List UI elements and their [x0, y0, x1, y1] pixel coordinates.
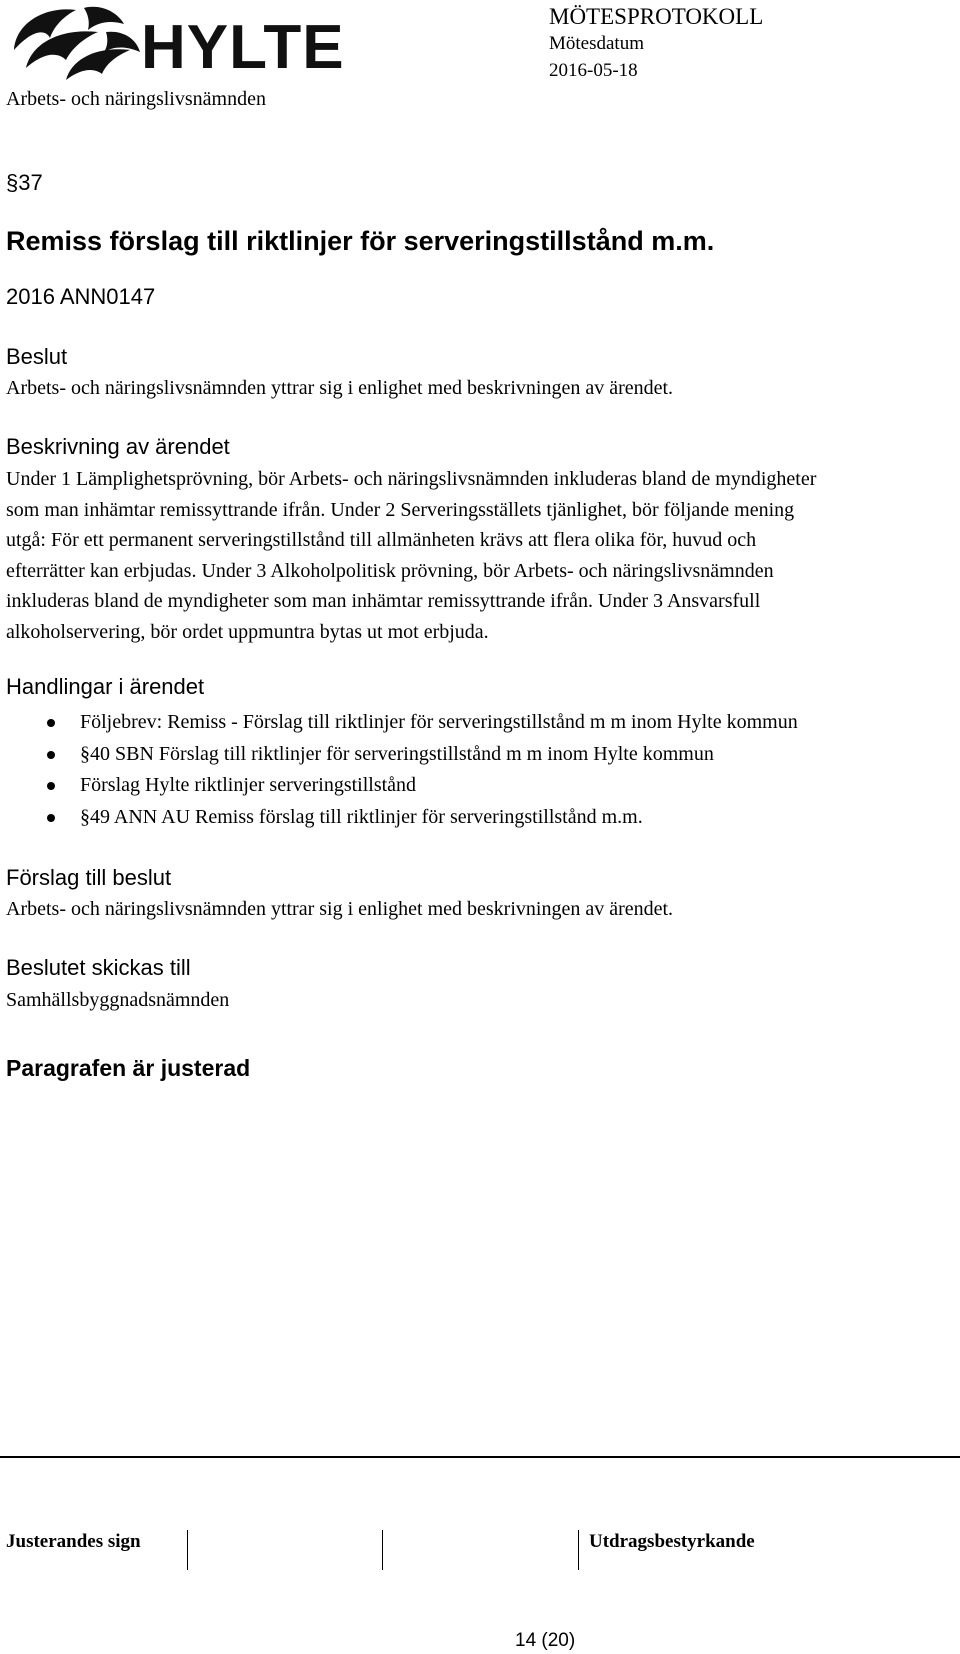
- list-item-text: Följebrev: Remiss - Förslag till riktlinjer för serveringstillstånd m m inom Hylte kommun: [80, 711, 798, 733]
- list-item: [0, 739, 798, 771]
- footer-divider: [0, 1456, 960, 1458]
- page-number: 14 (20): [515, 1630, 576, 1651]
- logo-wordmark: HYLTE: [141, 13, 345, 82]
- documents-list: [0, 707, 798, 833]
- description-line: utgå: För ett permanent serveringstillstånd till allmänheten krävs att flera olika för, huvud och: [6, 529, 757, 551]
- description-line: Under 1 Lämplighetsprövning, bör Arbets- och näringslivsnämnden inkluderas bland de myndigheter: [6, 468, 817, 490]
- sent-to-text: Samhällsbyggnadsnämnden: [6, 989, 230, 1011]
- bullet-icon: [47, 782, 55, 790]
- decision-text: Arbets- och näringslivsnämnden yttrar sig i enlighet med beskrivningen av ärendet.: [6, 377, 674, 399]
- list-item-text: §49 ANN AU Remiss förslag till riktlinjer för serveringstillstånd m.m.: [80, 805, 643, 828]
- description-line: som man inhämtar remissyttrande ifrån. Under 2 Serveringsställets tjänlighet, bör följande mening: [6, 498, 795, 521]
- proposal-text: Arbets- och näringslivsnämnden yttrar sig i enlighet med beskrivningen av ärendet.: [6, 898, 674, 920]
- certification-label: Utdragsbestyrkande: [589, 1531, 755, 1552]
- list-item-text: §40 SBN Förslag till riktlinjer för serveringstillstånd m m inom Hylte kommun: [80, 742, 714, 765]
- document-type: MÖTESPROTOKOLL: [549, 4, 764, 29]
- list-item: [0, 707, 798, 739]
- documents-heading: Handlingar i ärendet: [6, 674, 205, 699]
- description-line: inkluderas bland de myndigheter som man inhämtar remissyttrande ifrån. Under 3 Ansvarsfull: [6, 590, 761, 612]
- bullet-icon: [47, 719, 55, 727]
- description-line: efterrätter kan erbjudas. Under 3 Alkoholpolitisk prövning, bör Arbets- och näringslivsnämnden: [6, 559, 774, 582]
- signature-label: Justerandes sign: [6, 1531, 141, 1552]
- description-text: [6, 464, 816, 647]
- bullet-icon: [47, 751, 55, 759]
- list-item-text: Förslag Hylte riktlinjer serveringstillstånd: [80, 774, 417, 796]
- meeting-date-label: Mötesdatum: [549, 33, 644, 54]
- proposal-heading: Förslag till beslut: [6, 865, 172, 890]
- meeting-date-value: 2016-05-18: [549, 60, 638, 81]
- decision-heading: Beslut: [6, 344, 68, 369]
- page-title: Remiss förslag till riktlinjer för serveringstillstånd m.m.: [6, 226, 715, 256]
- case-number: 2016 ANN0147: [6, 284, 156, 309]
- bullet-icon: [47, 814, 55, 822]
- description-heading: Beskrivning av ärendet: [6, 434, 230, 459]
- section-number: §37: [6, 170, 43, 195]
- sent-to-heading: Beslutet skickas till: [6, 955, 191, 980]
- signature-box-divider: [578, 1530, 579, 1570]
- signature-box-divider: [187, 1530, 188, 1570]
- approved-notice: Paragrafen är justerad: [6, 1055, 251, 1081]
- description-line: alkoholservering, bör ordet uppmuntra bytas ut mot erbjuda.: [6, 620, 489, 643]
- organization-name: Arbets- och näringslivsnämnden: [6, 88, 266, 110]
- hylte-logo: [6, 2, 346, 82]
- list-item: [0, 802, 798, 834]
- list-item: [0, 770, 798, 802]
- signature-box-divider: [382, 1530, 383, 1570]
